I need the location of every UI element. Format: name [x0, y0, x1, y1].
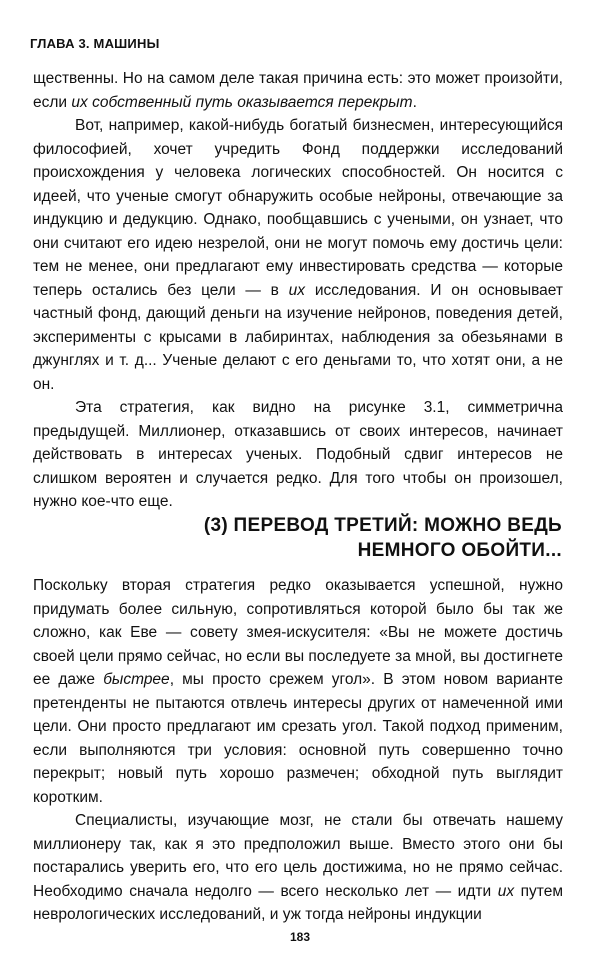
- text-run: щественны. Но на самом деле такая причина есть: это может произойти, если: [33, 70, 563, 111]
- italic-text: их: [497, 882, 515, 900]
- italic-text: их: [288, 281, 306, 299]
- paragraph: [33, 67, 563, 114]
- italic-text: их собственный путь оказывается перекрыт: [71, 93, 413, 111]
- text-run: , мы просто срежем угол». В этом новом варианте претенденты не пытаются отвлечь интересы других от намеченной ими цели. Они просто предлагают им срезать угол. Такой подход применим, если выполняются три условия: основной путь совершенно точно перекрыт; новый путь хорошо размечен; обходной путь выглядит коротким.: [33, 671, 563, 806]
- text-run: исследования. И он основывает частный фонд, дающий деньги на изучение нейронов, поведения детей, эксперименты с крысами в лабиринтах, наблюдения за обезьянами в джунглях и т. д... Ученые делают с его деньгами то, что хотят они, а не он.: [33, 281, 564, 393]
- paragraph: [33, 809, 563, 927]
- section-heading: [162, 513, 562, 563]
- italic-text: быстрее: [103, 671, 170, 688]
- text-run: путем неврологических исследований, и уж тогда нейроны индукции: [33, 882, 563, 923]
- text-run: Вот, например, какой-нибудь богатый бизнесмен, интересующийся философией, хочет учредить Фонд поддержки исследований происхождения у человека логических способностей. Он носится с идеей, что ученые смогут обнаружить особые нейроны, отвечающие за индукцию и дедукцию. Однако, пообщавшись с учеными, он узнает, что они считают его идею незрелой, они не могут помочь ему достичь цели: тем не менее, они предлагают ему инвестировать средства — которые теперь остались без цели — в: [33, 117, 563, 299]
- page-number: 183: [289, 930, 311, 944]
- text-run: Специалисты, изучающие мозг, не стали бы отвечать нашему миллионеру так, как я это предположил выше. Вместо этого они бы постарались уверить его, что его цель достижима, но не прямо сейчас. Необходимо сначала недолго — всего несколько лет — идти: [33, 812, 563, 900]
- paragraph: [33, 574, 563, 809]
- text-run: Поскольку вторая стратегия редко оказывается успешной, нужно придумать более сильную, сопротивляться которой было бы так же сложно, как Еве — совету змея-искусителя: «Вы не можете достичь своей цели прямо сейчас, но если вы последуете за мной, вы достигнете ее даже: [33, 577, 563, 688]
- paragraph: [33, 114, 563, 396]
- paragraph: Эта стратегия, как видно на рисунке 3.1, симметрична предыдущей. Миллионер, отказавшись от своих интересов, начинает действовать в интересах ученых. Подобный сдвиг интересов не слишком вероятен и случается редко. Для того чтобы он произошел, нужно кое-что еще.: [33, 399, 563, 510]
- running-head: ГЛАВА 3. МАШИНЫ: [30, 36, 160, 51]
- text-run: .: [412, 93, 417, 111]
- section-heading-line-2: НЕМНОГО ОБОЙТИ...: [357, 540, 562, 561]
- section-heading-line-1: (3) ПЕРЕВОД ТРЕТИЙ: МОЖНО ВЕДЬ: [203, 515, 562, 536]
- text-block-bottom: [33, 574, 563, 927]
- text-block-top: [33, 67, 563, 514]
